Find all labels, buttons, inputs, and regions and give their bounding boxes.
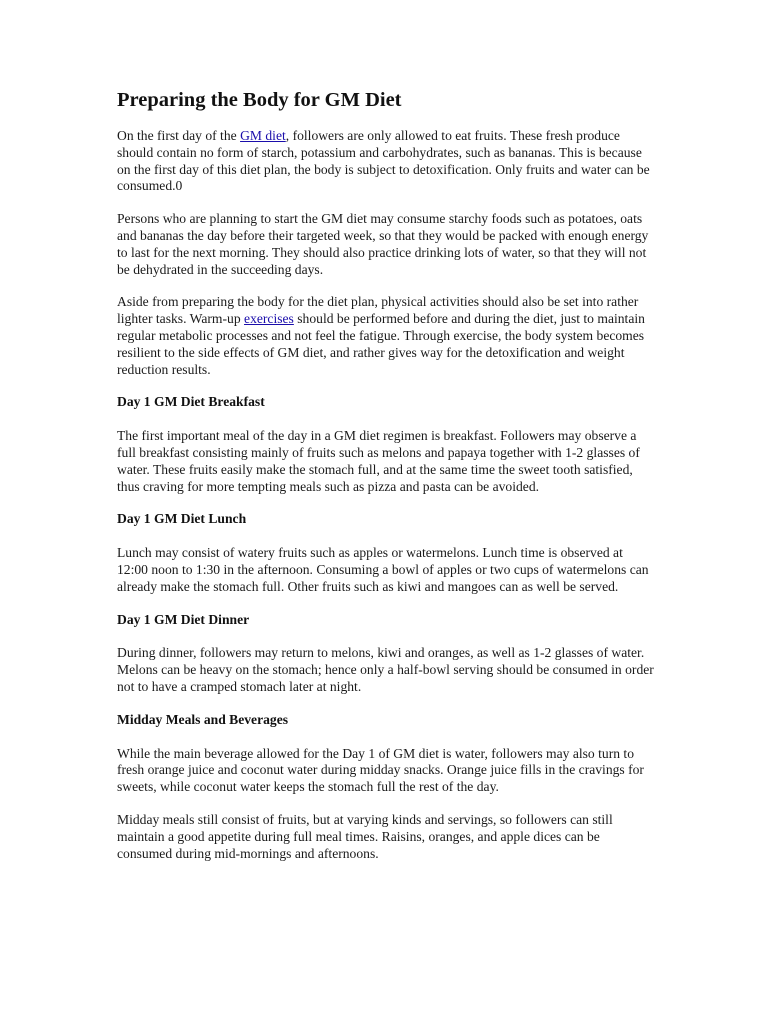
midday-paragraph-1: While the main beverage allowed for the Day 1 of GM diet is water, followers may also turn to fresh orange juice and coconut water during midday snacks. Orange juice fills in the cravings for sweets, while coconut water keeps the stomach full the rest of the day. xyxy=(117,745,644,795)
preparation-paragraph: Persons who are planning to start the GM diet may consume starchy foods such as potatoes, oats and bananas the day before their targeted week, so that they would be packed with enough energy to last for the next morning. They should also practice drinking lots of water, so that they will not be dehydrated in the succeeding days. xyxy=(117,211,649,277)
midday-paragraph-2: Midday meals still consist of fruits, but at varying kinds and servings, so followers can still maintain a good appetite during full meal times. Raisins, oranges, and apple dices can be consumed during mid-mornings and afternoons. xyxy=(117,811,613,861)
exercise-paragraph xyxy=(117,294,657,378)
document-page xyxy=(117,86,657,878)
gm-diet-link[interactable]: GM diet xyxy=(240,128,286,143)
exercise-text-end: should be performed before and during the diet, just to maintain regular metabolic processes and not feel the fatigue. Through exercise, the body system becomes resilient to the side effects of GM diet, and rather gives way for the detoxification and weight reduction results. xyxy=(117,311,645,377)
intro-paragraph xyxy=(117,128,657,195)
midday-heading: Midday Meals and Beverages xyxy=(117,711,289,727)
lunch-heading: Day 1 GM Diet Lunch xyxy=(117,511,247,527)
page-title: Preparing the Body for GM Diet xyxy=(117,89,402,111)
intro-text-end: , followers are only allowed to eat fruits. These fresh produce should contain no form of starch, potassium and carbohydrates, such as bananas. This is because on the first day of this diet plan, the body is subject to detoxification. Only fruits and water can be consumed.0 xyxy=(117,128,650,194)
exercise-text-start: Aside from preparing the body for the diet plan, physical activities should also be set into rather lighter tasks. Warm-up xyxy=(117,294,639,327)
breakfast-heading: Day 1 GM Diet Breakfast xyxy=(117,394,265,410)
breakfast-paragraph: The first important meal of the day in a GM diet regimen is breakfast. Followers may observe a full breakfast consisting mainly of fruits such as melons and papaya together with 1-2 glasses of water. These fruits easily make the stomach full, and at the same time the sweet tooth satisfied, thus craving for more tempting meals such as pizza and pasta can be avoided. xyxy=(117,428,640,494)
lunch-paragraph: Lunch may consist of watery fruits such as apples or watermelons. Lunch time is observed at 12:00 noon to 1:30 in the afternoon. Consuming a bowl of apples or two cups of watermelons can already make the stomach full. Other fruits such as kiwi and mangoes can as well be served. xyxy=(117,545,649,594)
intro-text-start: On the first day of the xyxy=(117,128,241,143)
dinner-paragraph: During dinner, followers may return to melons, kiwi and oranges, as well as 1-2 glasses of water. Melons can be heavy on the stomach; hence only a half-bowl serving should be consumed in order not to have a cramped stomach later at night. xyxy=(117,645,654,694)
dinner-heading: Day 1 GM Diet Dinner xyxy=(117,611,250,627)
exercises-link[interactable]: exercises xyxy=(244,311,294,327)
